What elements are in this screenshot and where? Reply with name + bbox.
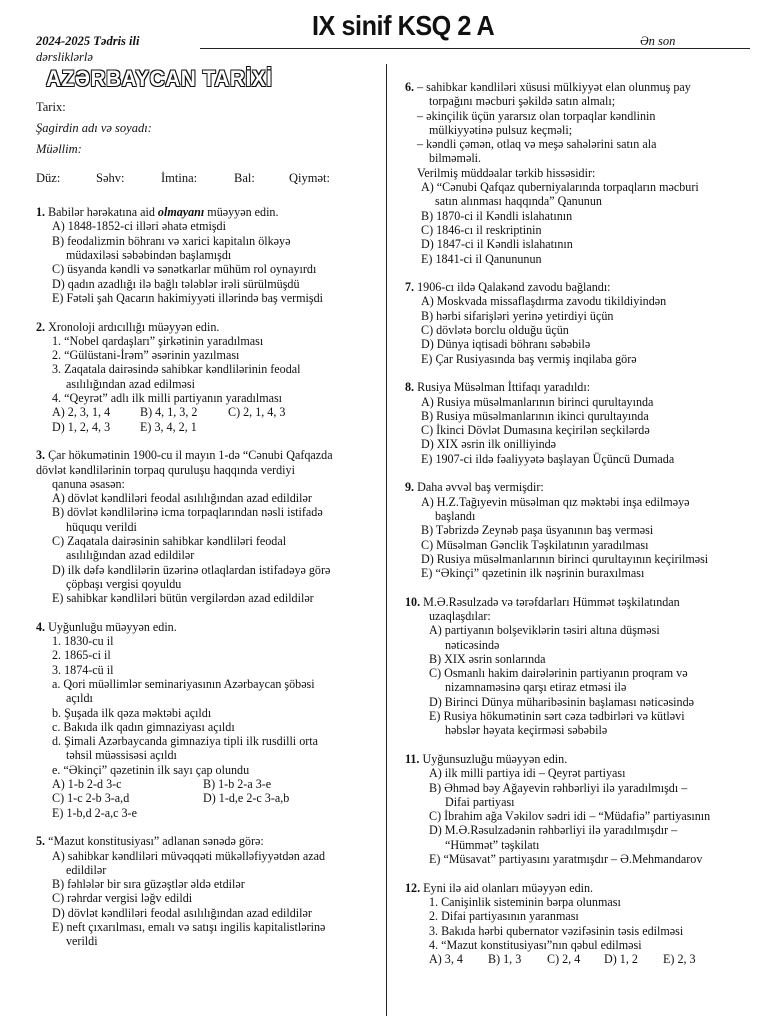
option: A) 1848-1852-ci illəri əhatə etmişdi: [52, 219, 226, 234]
score-skip: İmtina:: [161, 170, 198, 185]
option: E) 1841-ci il Qanununun: [421, 251, 542, 266]
score-fields: [36, 171, 376, 185]
question-stem: 1. Babilər hərəkatına aid olmayanı müəyyən edin.: [36, 205, 279, 220]
list-item: 3. Bakıda hərbi qubernator vəzifəsinin təsis edilməsi: [429, 923, 684, 938]
score-wrong: Səhv:: [96, 170, 125, 185]
question-7: [405, 280, 750, 366]
answer-row: [36, 405, 376, 419]
subject-title: AZƏRBAYCAN TARİXİ: [46, 66, 273, 91]
option: E) 1-b,d 2-a,c 3-e: [52, 805, 137, 820]
option: C) 2, 1, 4, 3: [228, 405, 286, 420]
option: E) Çar Rusiyasında baş vermiş inqilaba görə: [421, 351, 637, 366]
score-grade: Qiymət:: [289, 170, 330, 185]
option-cont: müdaxiləsi səbəbindən başlamışdı: [66, 248, 232, 263]
list-item-cont: təhsil müəssisəsi açıldı: [66, 748, 177, 763]
question-stem: 4. Uyğunluğu müəyyən edin.: [36, 619, 177, 634]
option: B) 1-b 2-a 3-e: [203, 777, 272, 792]
student-name-field: Şagirdin adı və soyadı:: [36, 120, 152, 135]
question-stem-cont: mülkiyyətinə pulsuz keçməli;: [429, 122, 573, 137]
question-stem: 7. 1906-cı ildə Qalakənd zavodu bağlandı:: [405, 280, 611, 295]
option: A) 2, 3, 1, 4: [52, 405, 111, 420]
option: D) Birinci Dünya müharibəsinin başlaması nəticəsində: [429, 694, 694, 709]
list-item: 1. Canişinlik sisteminin bərpa olunması: [429, 894, 621, 909]
option-cont: nəticəsində: [445, 637, 500, 652]
option: D) qadın azadlığı ilə bağlı tələblər irəli sürülmüşdü: [52, 276, 300, 291]
option: C) dövlətə borclu olduğu üçün: [421, 323, 569, 338]
option: A) dövlət kəndliləri feodal asılılığından azad edildilər: [52, 491, 312, 506]
question-11: [405, 752, 750, 866]
list-item: e. “Əkinçi” qəzetinin ilk sayı çap olundu: [52, 762, 250, 777]
option: A) Moskvada missaflaşdırma zavodu tikildiyindən: [421, 294, 667, 309]
option: D) M.Ə.Rəsulzadənin rəhbərliyi ilə yaradılmışdır –: [429, 823, 678, 838]
option-cont: nizamnaməsinə qarşı etiraz etməsi ilə: [445, 680, 627, 695]
question-stem: 8. Rusiya Müsəlman İttifaqı yaradıldı:: [405, 380, 591, 395]
list-item: d. Şimali Azərbaycanda gimnaziya tipli ilk rusdilli orta: [52, 734, 318, 749]
column-divider: [386, 64, 387, 1016]
question-stem-cont: – əkinçilik üçün yararsız olan torpaqlar kəndlinin: [417, 108, 656, 123]
question-stem-cont: torpağını məcburi şəkildə satın almalı;: [429, 94, 616, 109]
question-stem-cont: bilməməli.: [429, 151, 482, 166]
answer-row: [36, 791, 376, 805]
list-item-cont: açıldı: [66, 691, 93, 706]
option: A) 1-b 2-d 3-c: [52, 777, 122, 792]
left-column: [36, 100, 376, 963]
question-stem: 3. Çar hökumətinin 1900-cu il mayın 1-də “Cənubi Qafqazda: [36, 448, 333, 463]
question-stem: 2. Xronoloji ardıcıllığı müəyyən edin.: [36, 319, 220, 334]
question-stem: 5. “Mazut konstitusiyası” adlanan sənədə görə:: [36, 834, 264, 849]
page-title: IX sinif KSQ 2 A: [312, 10, 495, 41]
option: B) hərbi sifarişləri yerinə yetirdiyi üçün: [421, 308, 614, 323]
option-cont: “Hümmət” təşkilatı: [445, 837, 540, 852]
date-field: Tarix:: [36, 100, 66, 114]
option: E) 1907-ci ildə fəaliyyətə başlayan Üçüncü Dumada: [421, 451, 675, 466]
option: D) XIX əsrin ilk onilliyində: [421, 437, 557, 452]
option: B) 1, 3: [488, 952, 522, 967]
option: C) Müsəlman Gənclik Təşkilatının yaradılması: [421, 537, 649, 552]
option: A) ilk milli partiya idi – Qeyrət partiyası: [429, 766, 626, 781]
option-cont: satın alınması haqqında” Qanunun: [435, 194, 602, 209]
answer-row: [405, 952, 750, 966]
list-item: 2. 1865-ci il: [52, 648, 111, 663]
option: D) Dünya iqtisadi böhranı səbəbilə: [421, 337, 591, 352]
option: E) Fətəli şah Qacarın hakimiyyəti illərində baş vermişdi: [52, 290, 324, 305]
question-stem-cont: qanuna əsasən:: [52, 476, 125, 491]
option: C) 1-c 2-b 3-a,d: [52, 791, 130, 806]
option: C) Zaqatala dairəsinin sahibkar kəndliləri feodal: [52, 534, 287, 549]
option: E) Rusiya hökumətinin sərt cəza tədbirləri və kütləvi: [429, 709, 685, 724]
option: E) 3, 4, 2, 1: [140, 419, 197, 434]
question-10: [405, 595, 750, 738]
answer-row: [36, 420, 376, 434]
list-item: b. Şuşada ilk qəza məktəbi açıldı: [52, 705, 212, 720]
option-cont: çöpbaşı vergisi qoyuldu: [66, 576, 182, 591]
option-cont: həbslər həyata keçirməsi səbəbilə: [445, 723, 608, 738]
list-item: c. Bakıda ilk qadın gimnaziyası açıldı: [52, 719, 235, 734]
header-rule: [200, 48, 750, 49]
option: D) Rusiya müsəlmanlarının birinci qurultayının keçirilməsi: [421, 551, 709, 566]
score-points: Bal:: [234, 170, 255, 185]
list-item-cont: asılılığından azad edilməsi: [66, 376, 195, 391]
question-4: [36, 620, 376, 820]
option: B) 1870-ci il Kəndli islahatının: [421, 208, 573, 223]
question-stem: 11. Uyğunsuzluğu müəyyən edin.: [405, 751, 568, 766]
option: D) dövlət kəndliləri feodal asılılığından azad edildilər: [52, 905, 312, 920]
list-item: 1. 1830-cu il: [52, 634, 114, 649]
option: A) 3, 4: [429, 952, 463, 967]
question-stem: 6. – sahibkar kəndliləri xüsusi mülkiyyət elan olunmuş pay: [405, 80, 691, 94]
option: A) sahibkar kəndliləri müvəqqəti mükəlləfiyyətdən azad: [52, 848, 326, 863]
option-cont: asılılığından azad edildilər: [66, 548, 195, 563]
option: C) 2, 4: [547, 952, 581, 967]
list-item: 4. “Mazut konstitusiyası”nın qəbul edilməsi: [429, 937, 642, 952]
list-item: 2. “Gülüstani-İrəm” əsərinin yazılması: [52, 348, 240, 363]
option: E) sahibkar kəndliləri bütün vergilərdən azad edildilər: [52, 591, 314, 606]
teacher-field: Müəllim:: [36, 141, 82, 156]
question-9: [405, 480, 750, 580]
option-cont: başlandı: [435, 508, 476, 523]
question-2: [36, 320, 376, 434]
question-stem-cont: – kəndli çəmən, otlaq və meşə sahələrini satın ala: [417, 137, 657, 152]
header-note: Ən son: [640, 34, 676, 48]
option: B) fəhlələr bir sıra güzəştlər əldə etdilər: [52, 877, 245, 892]
answer-row: [36, 806, 376, 820]
option: E) “Əkinçi” qəzetinin ilk nəşrinin buraxılması: [421, 566, 645, 581]
option: A) partiyanın bolşeviklərin təsiri altına düşməsi: [429, 623, 660, 638]
right-column: [405, 80, 750, 981]
option: B) Əhməd bəy Ağayevin rəhbərliyi ilə yaradılmışdı –: [429, 780, 688, 795]
option: A) “Cənubi Qafqaz quberniyalarında torpaqların məcburi: [421, 180, 699, 195]
option: B) XIX əsrin sonlarında: [429, 651, 546, 666]
question-stem-cont: Verilmiş müddəalar tərkib hissəsidir:: [417, 165, 596, 180]
question-stem: 10. M.Ə.Rəsulzadə və tərəfdarları Hümmət təşkilatından: [405, 594, 680, 609]
answer-row: [36, 777, 376, 791]
school-year-cont: dərsliklərlə: [36, 50, 93, 64]
option: C) rəhrdar vergisi ləğv edildi: [52, 891, 193, 906]
option-cont: hüququ verildi: [66, 519, 137, 534]
option: E) “Müsavat” partiyasını yaratmışdır – Ə.Mehmandarov: [429, 852, 703, 867]
list-item: 4. “Qeyrət” adlı ilk milli partiyanın yaradılması: [52, 391, 283, 406]
score-correct: Düz:: [36, 170, 61, 185]
question-stem-cont: dövlət kəndlilərinin torpaq quruluşu haqqında verdiyi: [36, 462, 295, 477]
school-year: 2024-2025 Tədris ili: [36, 34, 140, 48]
option: B) 4, 1, 3, 2: [140, 405, 198, 420]
option: A) H.Z.Tağıyevin müsəlman qız məktəbi inşa edilməyə: [421, 494, 690, 509]
option: C) 1846-cı il reskriptinin: [421, 222, 542, 237]
list-item: 3. Zaqatala dairəsində sahibkar kəndlilərinin feodal: [52, 362, 301, 377]
option: B) Rusiya müsəlmanlarının ikinci qurultayında: [421, 408, 649, 423]
question-6: [405, 80, 750, 266]
option: D) ilk dəfə kəndlilərin üzərinə otlaqlardan istifadəyə görə: [52, 562, 331, 577]
list-item: 2. Difai partiyasının yaranması: [429, 909, 579, 924]
question-12: [405, 881, 750, 967]
option: C) İkinci Dövlət Dumasına keçirilən seçkilərdə: [421, 423, 650, 438]
option-cont: edildilər: [66, 862, 107, 877]
question-stem: 12. Eyni ilə aid olanları müəyyən edin.: [405, 880, 594, 895]
option-cont: verildi: [66, 934, 98, 949]
option: B) Təbrizdə Zeynəb paşa üsyanının baş verməsi: [421, 523, 654, 538]
question-1: [36, 205, 376, 305]
option: E) 2, 3: [663, 952, 696, 967]
question-stem: 9. Daha əvvəl baş vermişdir:: [405, 480, 544, 495]
option: C) İbrahim ağa Vəkilov sədri idi – “Müdafiə” partiyasının: [429, 809, 711, 824]
list-item: 1. “Nobel qardaşları” şirkətinin yaradılması: [52, 333, 264, 348]
option: A) Rusiya müsəlmanlarının birinci qurultayında: [421, 394, 654, 409]
option: D) 1, 2, 4, 3: [52, 419, 111, 434]
option: D) 1-d,e 2-c 3-a,b: [203, 791, 290, 806]
question-3: [36, 448, 376, 605]
option: C) Osmanlı hakim dairələrinin partiyanın proqram və: [429, 666, 688, 681]
option: E) neft çıxarılması, emalı və satışı ingilis kapitalistlərinə: [52, 920, 326, 935]
list-item: 3. 1874-cü il: [52, 662, 114, 677]
option: B) dövlət kəndlilərinə icma torpaqlarından nəsli istifadə: [52, 505, 323, 520]
question-5: [36, 834, 376, 948]
question-stem-cont: uzaqlaşdılar:: [429, 608, 491, 623]
list-item: a. Qori müəllimlər seminariyasının Azərbaycan şöbəsi: [52, 676, 315, 691]
option: D) 1847-ci il Kəndli islahatının: [421, 237, 573, 252]
question-8: [405, 380, 750, 466]
option: B) feodalizmin böhranı və xarici kapitalın ölkəyə: [52, 233, 291, 248]
student-info: [36, 100, 376, 156]
option-cont: Difai partiyası: [445, 794, 515, 809]
option: C) üsyanda kəndli və sənətkarlar mühüm rol oynayırdı: [52, 262, 317, 277]
option: D) 1, 2: [604, 952, 638, 967]
